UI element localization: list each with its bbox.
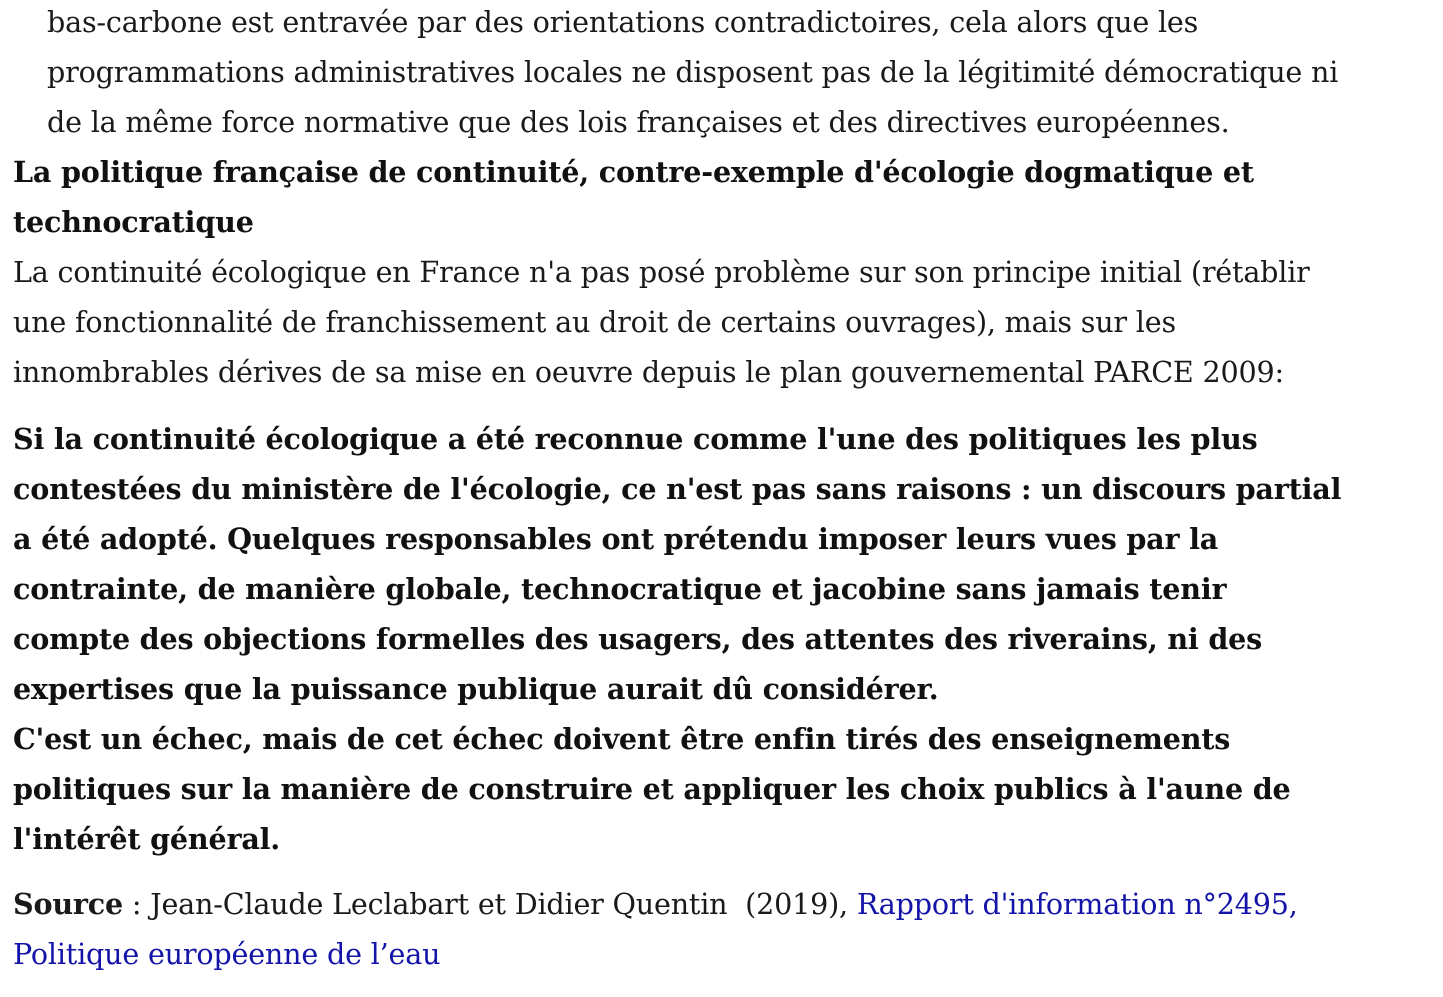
quote-paragraph-2: [13, 714, 1433, 864]
quote-line-9: l'intérêt général.: [13, 822, 281, 856]
intro-line-3: de la même force normative que des lois françaises et des directives européennes.: [47, 105, 1230, 139]
quote-paragraph-1: [13, 414, 1433, 714]
source-line-1: [13, 879, 1433, 929]
source-authors: Jean-Claude Leclabart et Didier Quentin (2019),: [150, 887, 857, 921]
intro-line-1: bas-carbone est entravée par des orientations contradictoires, cela alors que les: [47, 5, 1199, 39]
intro-line-2: programmations administratives locales ne disposent pas de la légitimité démocratique ni: [47, 55, 1339, 89]
source-separator: :: [122, 887, 151, 921]
quote-block: [13, 414, 1433, 864]
body-line-1: La continuité écologique en France n'a pas posé problème sur son principe initial (rétablir: [13, 255, 1310, 289]
source-citation: [13, 879, 1433, 979]
quote-line-8: politiques sur la manière de construire et appliquer les choix publics à l'aune de: [13, 772, 1291, 806]
quote-line-7: C'est un échec, mais de cet échec doivent être enfin tirés des enseignements: [13, 722, 1231, 756]
body-line-2: une fonctionnalité de franchissement au droit de certains ouvrages), mais sur les: [13, 305, 1176, 339]
quote-line-5: compte des objections formelles des usagers, des attentes des riverains, ni des: [13, 622, 1263, 656]
quote-line-4: contrainte, de manière globale, technocratique et jacobine sans jamais tenir: [13, 572, 1227, 606]
quote-line-2: contestées du ministère de l'écologie, ce n'est pas sans raisons : un discours partial: [13, 472, 1342, 506]
source-line-2: [13, 929, 1433, 979]
body-paragraph: [13, 247, 1433, 397]
heading-line-2: technocratique: [13, 205, 254, 239]
article-content: [13, 0, 1433, 979]
source-label: Source: [13, 887, 123, 921]
intro-paragraph: [13, 0, 1433, 147]
section-heading: [13, 147, 1433, 247]
report-link-part-2[interactable]: Politique européenne de l’eau: [13, 937, 441, 971]
report-link-part-1[interactable]: Rapport d'information n°2495,: [856, 887, 1298, 921]
quote-line-3: a été adopté. Quelques responsables ont prétendu imposer leurs vues par la: [13, 522, 1219, 556]
heading-line-1: La politique française de continuité, contre-exemple d'écologie dogmatique et: [13, 155, 1254, 189]
body-line-3: innombrables dérives de sa mise en oeuvre depuis le plan gouvernemental PARCE 2009:: [13, 355, 1284, 389]
quote-line-1: Si la continuité écologique a été reconnue comme l'une des politiques les plus: [13, 422, 1258, 456]
quote-line-6: expertises que la puissance publique aurait dû considérer.: [13, 672, 939, 706]
